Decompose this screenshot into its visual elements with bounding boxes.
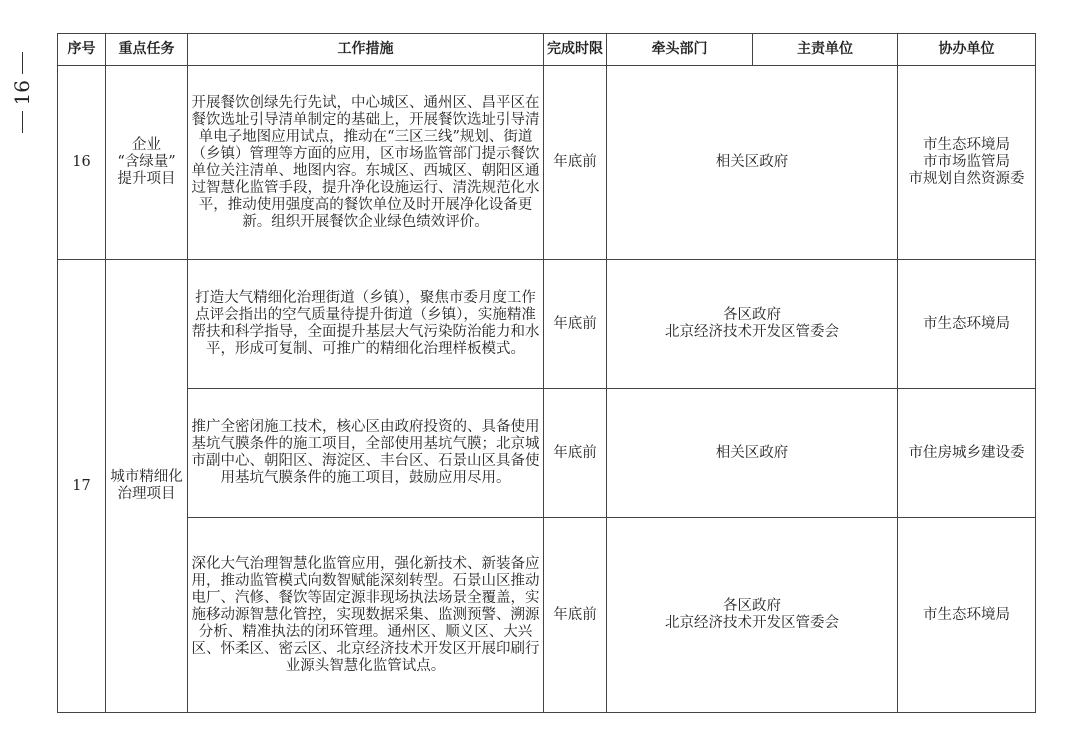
lead-unit: 相关区政府 <box>607 389 898 518</box>
assist-unit: 市生态环境局 市市场监管局 市规划自然资源委 <box>898 66 1036 260</box>
header-main-unit: 主责单位 <box>753 34 898 66</box>
page-number-dash-top <box>22 52 23 74</box>
work-measure: 打造大气精细化治理街道（乡镇），聚焦市委月度工作点评会指出的空气质量待提升街道（乡镇），实施精准帮扶和科学指导，全面提升基层大气污染防治能力和水平，形成可复制、可推广的精细化治理样板模式。 <box>188 260 544 389</box>
table-row <box>58 260 1036 389</box>
deadline: 年底前 <box>544 518 607 713</box>
work-measure: 开展餐饮创绿先行先试，中心城区、通州区、昌平区在餐饮选址引导清单制定的基础上，开展餐饮选址引导清单电子地图应用试点，推动在“三区三线”规划、街道（乡镇）管理等方面的应用，区市场监管部门提示餐饮单位关注清单、地图内容。东城区、西城区、朝阳区通过智慧化监管手段，提升净化设施运行、清洗规范化水平，推动使用强度高的餐饮单位及时开展净化设备更新。组织开展餐饮企业绿色绩效评价。 <box>188 66 544 260</box>
deadline: 年底前 <box>544 260 607 389</box>
table-row <box>58 389 1036 518</box>
work-measure: 推广全密闭施工技术，核心区由政府投资的、具备使用基坑气膜条件的施工项目，全部使用基坑气膜；北京城市副中心、朝阳区、海淀区、丰台区、石景山区具备使用基坑气膜条件的施工项目，鼓励应用尽用。 <box>188 389 544 518</box>
deadline: 年底前 <box>544 66 607 260</box>
header-task: 重点任务 <box>106 34 188 66</box>
lead-unit: 相关区政府 <box>607 66 898 260</box>
work-measure: 深化大气治理智慧化监管应用，强化新技术、新装备应用，推动监管模式向数智赋能深刻转型。石景山区推动电厂、汽修、餐饮等固定源非现场执法场景全覆盖，实施移动源智慧化管控，实现数据采集、监测预警、溯源分析、精准执法的闭环管理。通州区、顺义区、大兴区、怀柔区、密云区、北京经济技术开发区开展印刷行业源头智慧化监管试点。 <box>188 518 544 713</box>
task-table <box>57 33 1036 713</box>
table-header-row <box>58 34 1036 66</box>
task-name: 城市精细化 治理项目 <box>106 260 188 713</box>
deadline: 年底前 <box>544 389 607 518</box>
page-number <box>8 52 36 133</box>
page-number-dash-bottom <box>22 111 23 133</box>
table-row <box>58 518 1036 713</box>
row-number: 16 <box>58 66 106 260</box>
header-assist-unit: 协办单位 <box>898 34 1036 66</box>
header-lead-dept: 牵头部门 <box>607 34 753 66</box>
header-no: 序号 <box>58 34 106 66</box>
table-row <box>58 66 1036 260</box>
row-number: 17 <box>58 260 106 713</box>
page-number-text: 16 <box>10 80 34 106</box>
header-deadline: 完成时限 <box>544 34 607 66</box>
assist-unit: 市生态环境局 <box>898 260 1036 389</box>
assist-unit: 市生态环境局 <box>898 518 1036 713</box>
lead-unit: 各区政府 北京经济技术开发区管委会 <box>607 518 898 713</box>
task-name: 企业 “含绿量” 提升项目 <box>106 66 188 260</box>
lead-unit: 各区政府 北京经济技术开发区管委会 <box>607 260 898 389</box>
header-measure: 工作措施 <box>188 34 544 66</box>
assist-unit: 市住房城乡建设委 <box>898 389 1036 518</box>
